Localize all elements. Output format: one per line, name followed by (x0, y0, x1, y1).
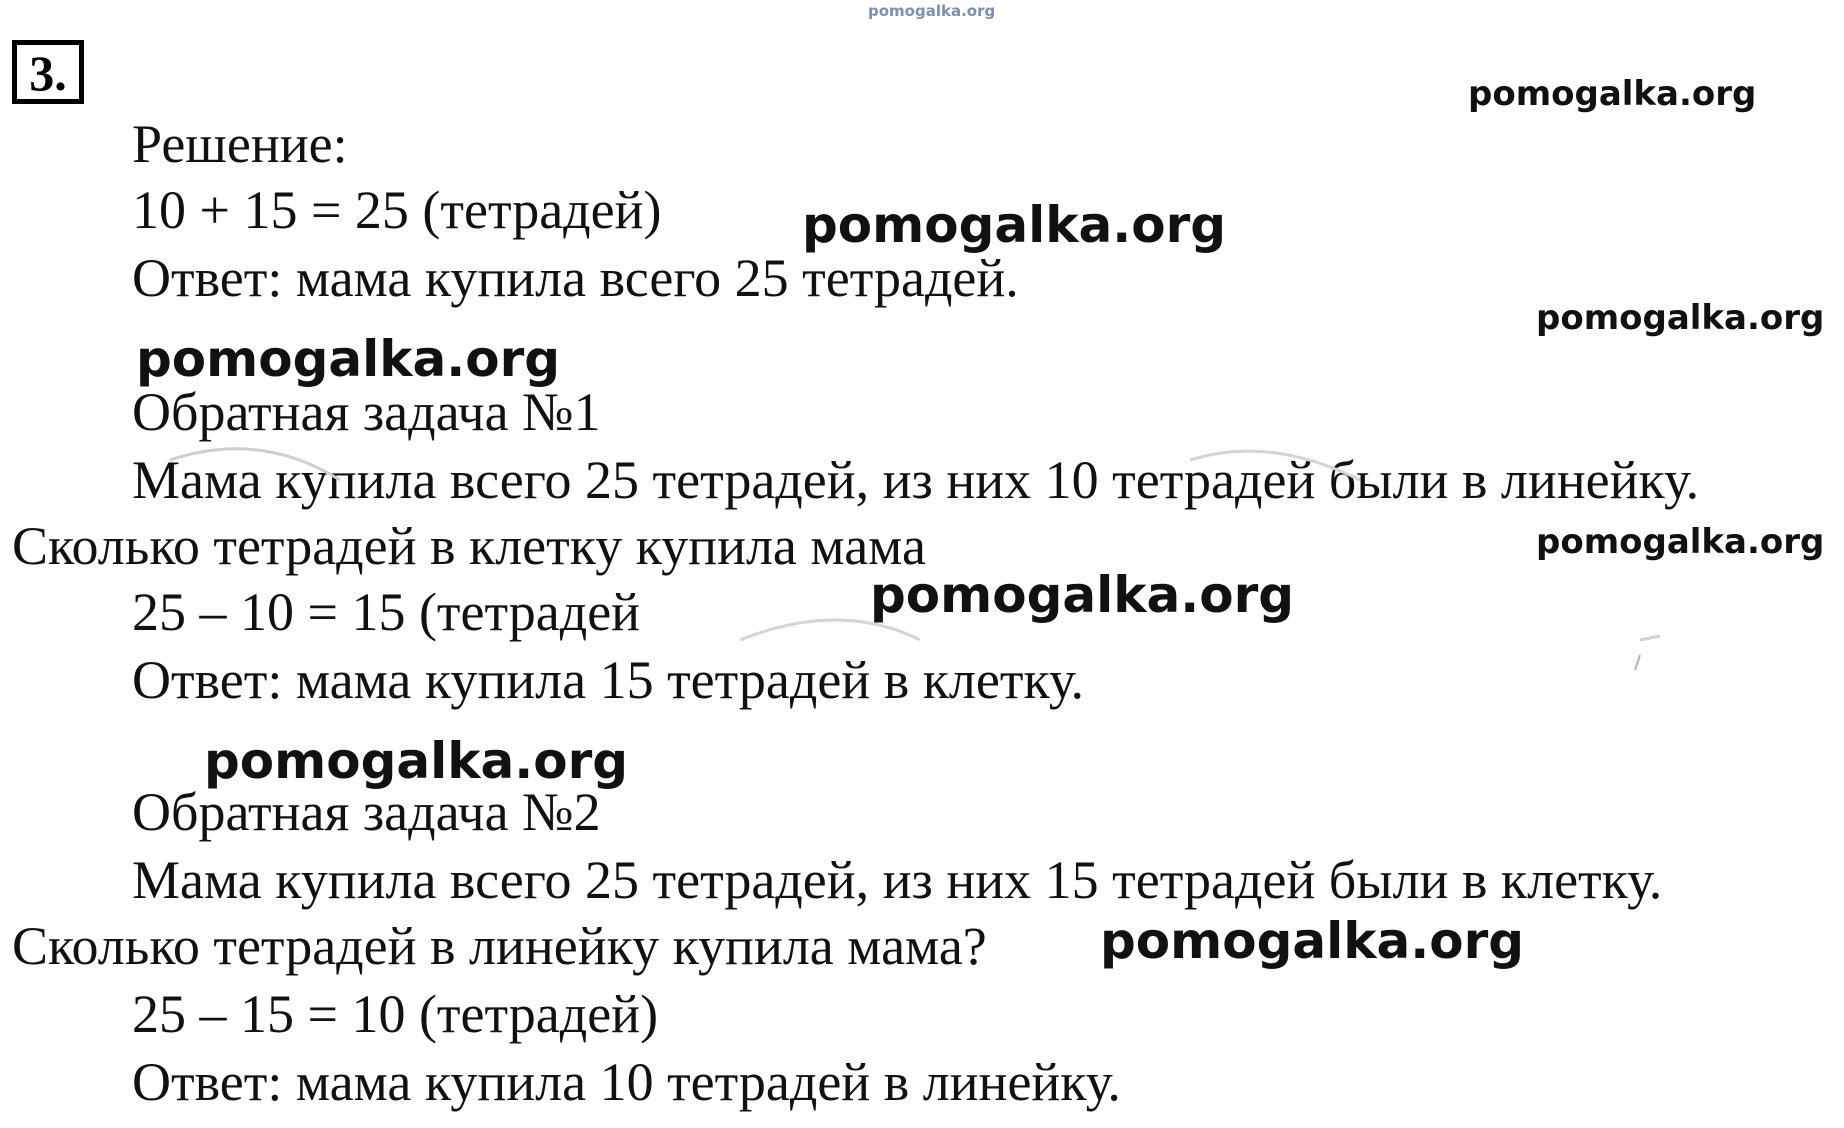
solution-heading: Решение: (132, 114, 348, 174)
task-number: 3. (12, 40, 84, 104)
scan-artifacts (140, 440, 1780, 670)
inverse2-equation: 25 – 15 = 10 (тетрадей) (132, 984, 659, 1044)
inverse1-text-line1: Мама купила всего 25 тетрадей, из них 10 тетрадей были в линейку. (132, 450, 1700, 510)
inverse2-text-line1: Мама купила всего 25 тетрадей, из них 15 тетрадей были в клетку. (132, 850, 1663, 910)
inverse1-answer: Ответ: мама купила 15 тетрадей в клетку. (132, 650, 1085, 710)
watermark: pomogalka.org (1100, 912, 1525, 970)
inverse2-text-line2: Сколько тетрадей в линейку купила мама? (12, 916, 987, 976)
inverse1-heading: Обратная задача №1 (132, 382, 601, 442)
watermark: pomogalka.org (1536, 522, 1825, 562)
watermark: pomogalka.org (136, 330, 561, 388)
inverse2-heading: Обратная задача №2 (132, 782, 601, 842)
watermark: pomogalka.org (802, 196, 1227, 254)
watermark: pomogalka.org (1536, 298, 1825, 338)
watermark: pomogalka.org (204, 732, 629, 790)
watermark: pomogalka.org (1468, 74, 1757, 114)
inverse1-text-line2: Сколько тетрадей в клетку купила мама (12, 516, 926, 576)
solution-equation: 10 + 15 = 25 (тетрадей) (132, 180, 662, 240)
inverse1-equation: 25 – 10 = 15 (тетрадей (132, 582, 641, 642)
watermark: pomogalka.org (870, 566, 1295, 624)
solution-answer: Ответ: мама купила всего 25 тетрадей. (132, 248, 1019, 308)
inverse2-answer: Ответ: мама купила 10 тетрадей в линейку. (132, 1052, 1121, 1112)
watermark-top: pomogalka.org (868, 2, 996, 20)
